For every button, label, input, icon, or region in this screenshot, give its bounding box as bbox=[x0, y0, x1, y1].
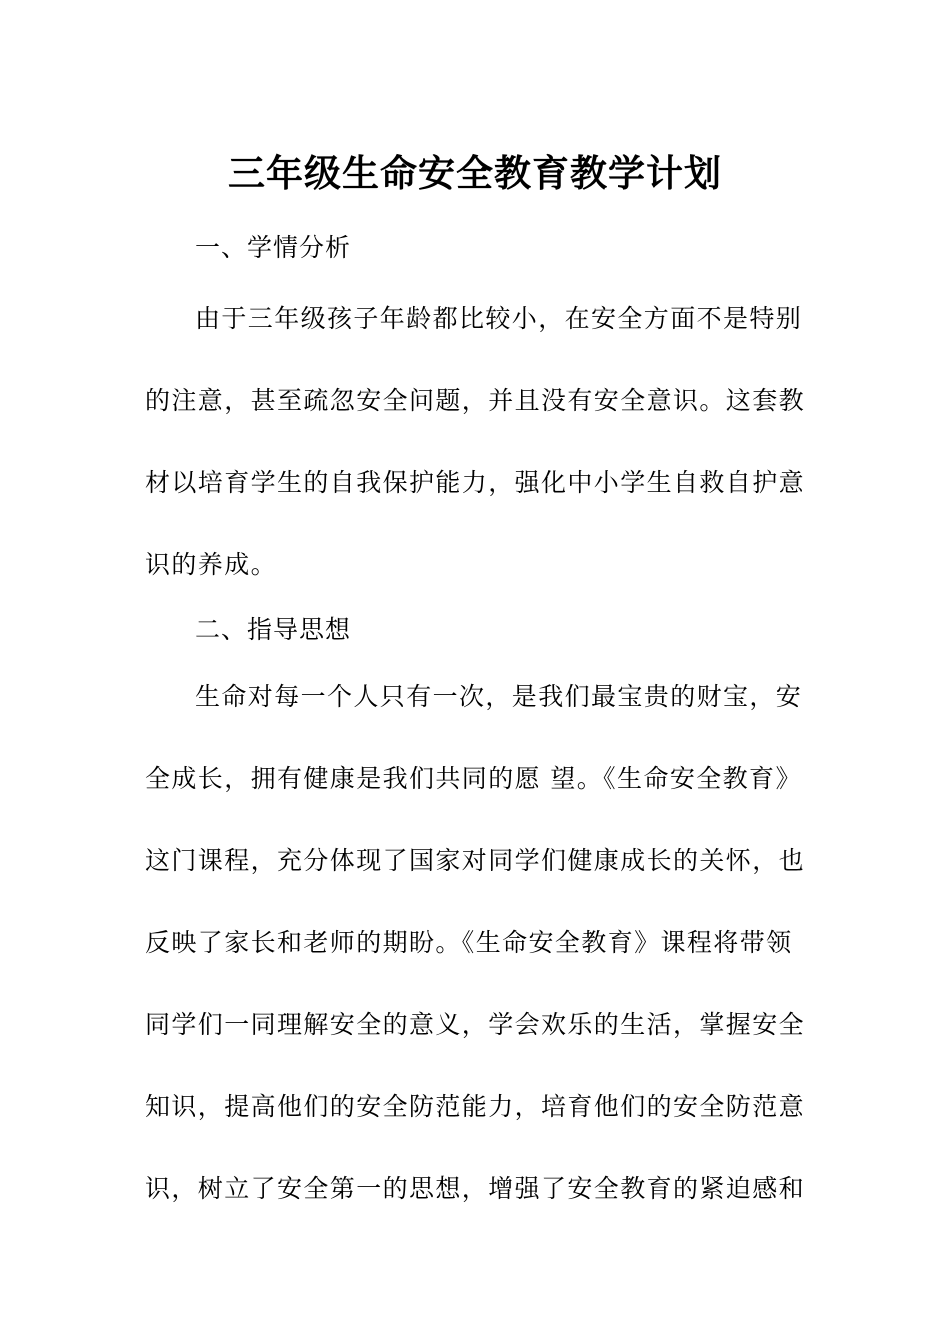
section-heading-guiding-thought: 二、指导思想 bbox=[195, 615, 352, 644]
section-heading-analysis: 一、学情分析 bbox=[195, 233, 352, 262]
section-paragraph-analysis: 由于三年级孩子年龄都比较小，在安全方面不是特别的注意，甚至疏忽安全问题，并且没有安全意识。这套教材以培育学生的自我保护能力，强化中小学生自救自护意识的养成。 bbox=[145, 304, 806, 579]
section-paragraph-guiding-thought: 生命对每一个人只有一次，是我们最宝贵的财宝，安全成长，拥有健康是我们共同的愿 望。《生命安全教育》这门课程，充分体现了国家对同学们健康成长的关怀，也反映了家长和老师的期盼。《生命安全教育》课程将带领同学们一同理解安全的意义，学会欢乐的生活，掌握安全知识，提高他们的安全防范能力，培育他们的安全防范意识，树立了安全第一的思想，增强了安全教育的紧迫感和 bbox=[145, 682, 806, 1203]
document-title: 三年级生命安全教育教学计划 bbox=[228, 150, 722, 195]
